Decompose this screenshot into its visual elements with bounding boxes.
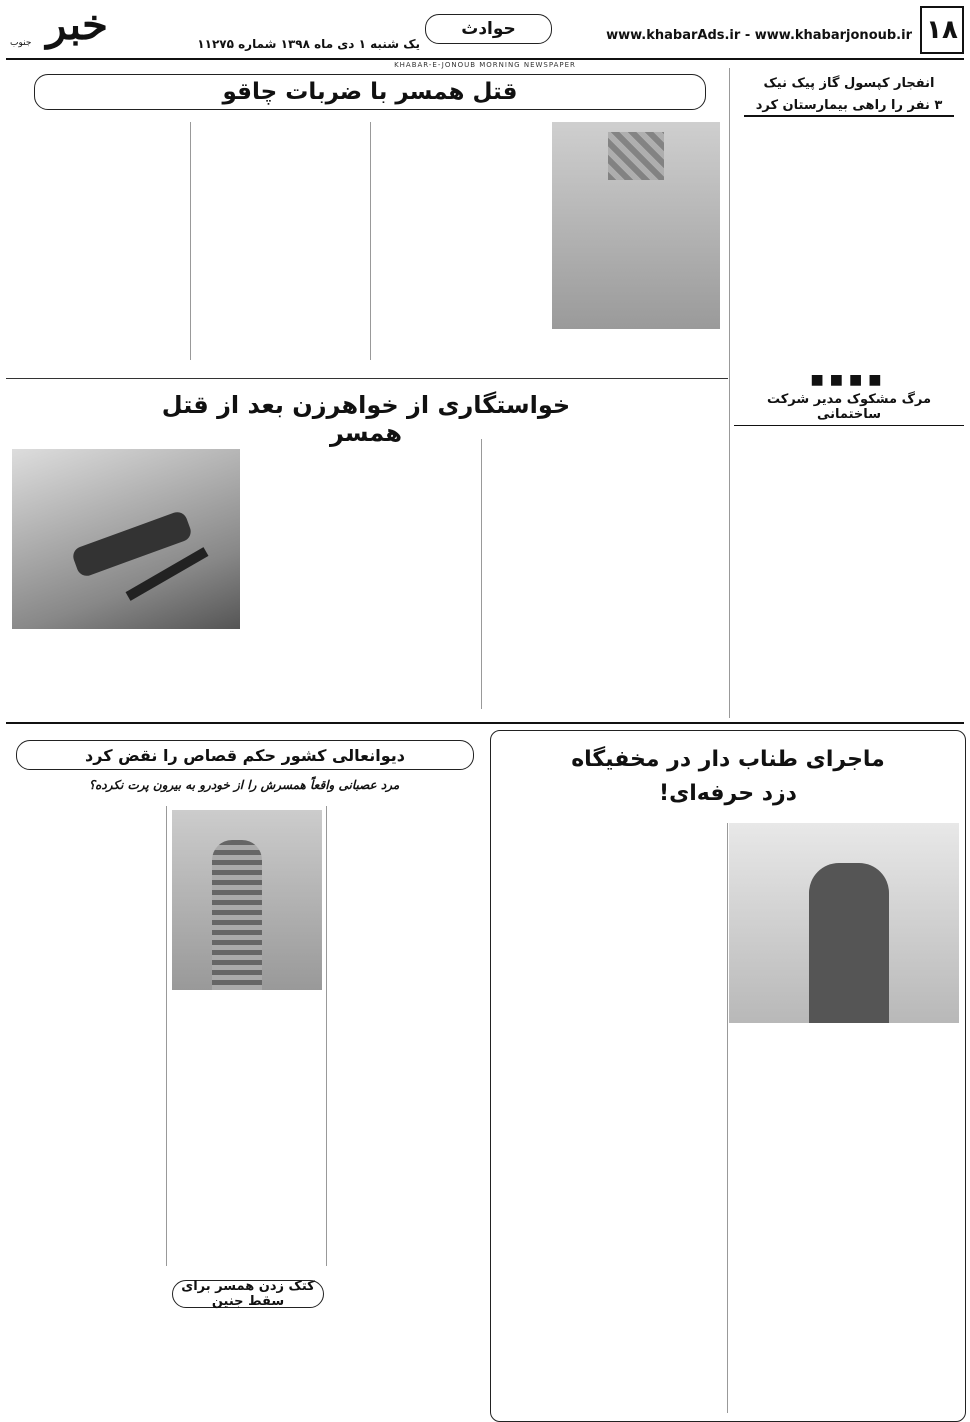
sidebar-article-1 <box>734 128 964 366</box>
story-1 <box>6 68 724 368</box>
story-4 <box>6 730 484 1270</box>
logo-subtext: جنوب <box>10 38 32 48</box>
sidebar-title-3-text: مرگ مشکوک مدیر شرکت ساختمانی <box>766 392 932 422</box>
story-2-col-mid <box>248 439 476 715</box>
story-1-bottom-rule <box>6 378 728 379</box>
person-figure <box>809 863 889 1023</box>
story-2 <box>6 385 724 715</box>
prisoner-figure <box>212 840 262 990</box>
sidebar-title-1: انفجار کپسول گاز پیک نیک <box>763 76 935 91</box>
section-name: حوادث <box>461 19 516 39</box>
story-1-col-mid-right <box>194 122 366 360</box>
page-number: ۱۸ <box>926 15 958 45</box>
sidebar <box>734 72 964 717</box>
story-2-photo-gavel <box>12 449 240 629</box>
story-1-photo <box>552 122 720 329</box>
masthead-subtitle: KHABAR-E-JONOUB MORNING NEWSPAPER <box>394 61 576 69</box>
story-3-photo-caption <box>729 1027 959 1073</box>
logo <box>6 2 116 58</box>
story-3-headline-2: دزد حرفه‌ای! <box>659 781 797 806</box>
story-4-col-mid <box>172 1044 322 1264</box>
section-label <box>425 14 552 44</box>
story-5-headline-bar <box>172 1280 324 1308</box>
sidebar-separator: ■■■■ <box>810 372 888 388</box>
story-1-headline-bar <box>34 74 706 110</box>
story-4-subhead: مرد عصبانی واقعاً همسرش را از خودرو به بیرون پرت نکرده؟ <box>88 778 400 792</box>
mid-rule <box>6 722 964 724</box>
story-1-col-right <box>374 122 544 360</box>
story-2-photo-caption <box>12 635 240 711</box>
story-5-col-right <box>330 1312 480 1418</box>
story-1-col-mid-left <box>12 122 186 360</box>
sidebar-article-2 <box>734 417 964 717</box>
story-1-headline: قتل همسر با ضربات چاقو <box>222 79 518 105</box>
story-4-col-left <box>12 806 162 1266</box>
masthead <box>0 0 970 69</box>
story-3-col-left <box>497 823 723 1415</box>
story-4-photo <box>172 810 322 990</box>
story-4-col-right <box>330 806 480 1266</box>
story-5-col-mid <box>172 1312 322 1418</box>
masthead-rule <box>6 58 964 60</box>
story-2-col-right <box>486 439 720 715</box>
story-5-headline: کتک زدن همسر برای سقط جنین <box>181 1279 315 1309</box>
logo-text: خبر <box>46 0 108 49</box>
story-4-headline-bar <box>16 740 474 770</box>
story-3 <box>490 730 966 1422</box>
story-5-col-left <box>12 1280 162 1418</box>
story-3-photo <box>729 823 959 1023</box>
sidebar-divider <box>729 68 730 718</box>
sidebar-title-2 <box>744 98 954 117</box>
story-3-headline-1: ماجرای طناب دار در مخفیگاه <box>571 747 885 772</box>
blurred-face <box>608 132 664 180</box>
story-2-headline: خواستگاری از خواهرزن بعد از قتل همسر <box>161 391 571 447</box>
date-line: یک شنبه ۱ دی ماه ۱۳۹۸ شماره ۱۱۲۷۵ <box>197 37 420 51</box>
page-number-box <box>920 6 964 54</box>
story-3-col-right <box>729 1079 959 1415</box>
website-url: www.khabarAds.ir - www.khabarjonoub.ir <box>606 28 912 43</box>
story-1-photo-caption <box>552 332 720 364</box>
story-4-photo-caption <box>172 998 322 1038</box>
story-4-headline: دیوانعالی کشور حکم قصاص را نقض کرد <box>85 745 405 765</box>
story-5 <box>6 1276 484 1420</box>
sidebar-title-2-text: ۳ نفر را راهی بیمارستان کرد <box>755 98 943 113</box>
